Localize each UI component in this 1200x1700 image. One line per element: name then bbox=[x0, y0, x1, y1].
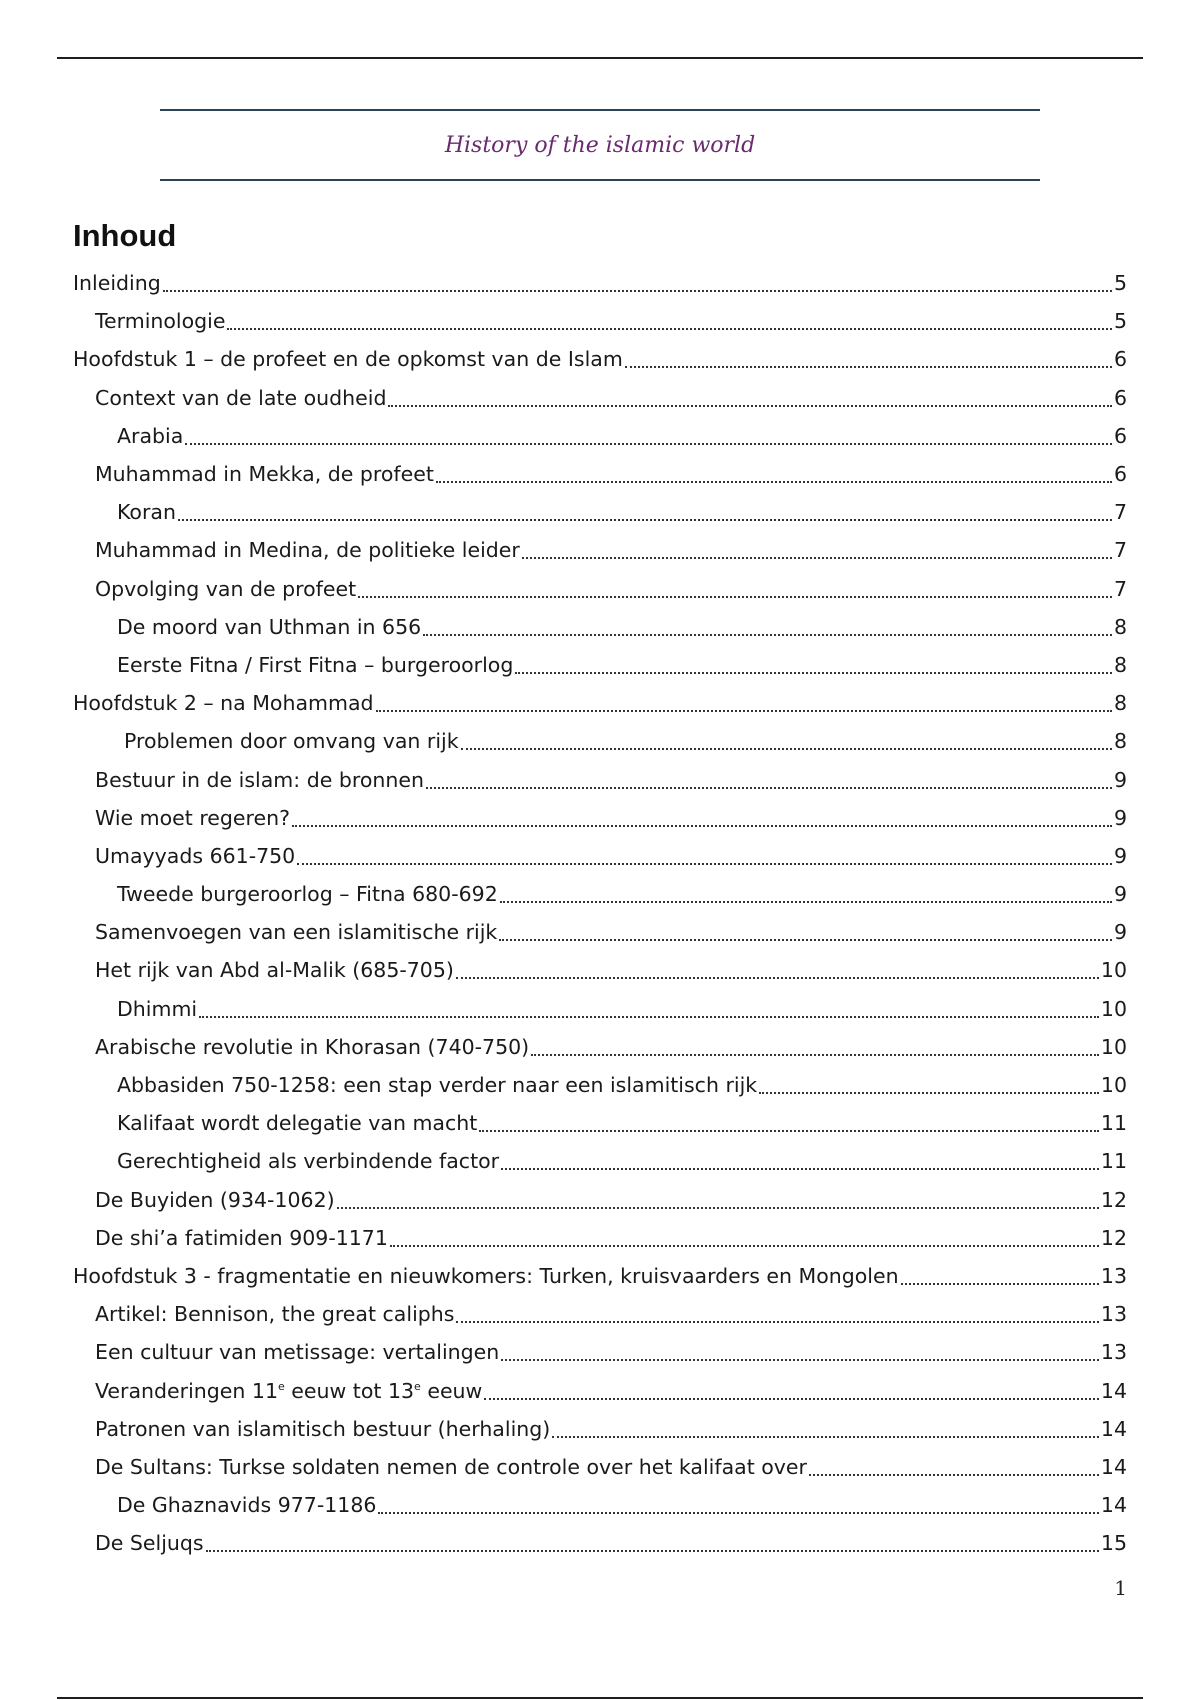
toc-entry-title: Artikel: Bennison, the great caliphs bbox=[95, 1302, 455, 1327]
toc-dot-leader bbox=[515, 672, 1112, 674]
toc-entry-title: Eerste Fitna / First Fitna – burgeroorlog bbox=[117, 652, 514, 677]
toc-entry[interactable] bbox=[73, 646, 1127, 684]
toc-dot-leader bbox=[500, 901, 1112, 903]
toc-entry-page: 14 bbox=[1100, 1416, 1127, 1441]
toc-entry[interactable] bbox=[73, 379, 1127, 417]
toc-entry-page: 12 bbox=[1100, 1187, 1127, 1212]
toc-entry-title: Problemen door omvang van rijk bbox=[124, 729, 459, 754]
toc-entry-page: 6 bbox=[1113, 423, 1127, 448]
toc-entry[interactable] bbox=[73, 1181, 1127, 1219]
top-rule bbox=[57, 57, 1143, 59]
toc-entry-title: Opvolging van de profeet bbox=[95, 576, 357, 601]
toc-dot-leader bbox=[376, 710, 1112, 712]
toc-dot-leader bbox=[337, 1207, 1099, 1209]
toc-entry-title: Arabia bbox=[117, 423, 184, 448]
toc-entry-page: 13 bbox=[1100, 1263, 1127, 1288]
toc-entry[interactable] bbox=[73, 913, 1127, 951]
toc-entry-page: 13 bbox=[1100, 1302, 1127, 1327]
toc-entry[interactable] bbox=[73, 684, 1127, 722]
toc-entry-page: 10 bbox=[1100, 996, 1127, 1021]
toc-dot-leader bbox=[199, 1016, 1099, 1018]
toc-entry[interactable] bbox=[73, 875, 1127, 913]
toc-dot-leader bbox=[178, 519, 1112, 521]
toc-heading: Inhoud bbox=[73, 218, 177, 253]
toc-entry-title: Context van de late oudheid bbox=[95, 385, 387, 410]
toc-entry[interactable] bbox=[73, 417, 1127, 455]
toc-entry-page: 11 bbox=[1100, 1149, 1127, 1174]
document-title: History of the islamic world bbox=[444, 132, 756, 158]
toc-entry[interactable] bbox=[73, 1524, 1127, 1562]
toc-entry[interactable] bbox=[73, 1448, 1127, 1486]
toc-dot-leader bbox=[499, 939, 1112, 941]
toc-entry-title: De Sultans: Turkse soldaten nemen de controle over het kalifaat over bbox=[95, 1454, 807, 1479]
toc-entry-title: Samenvoegen van een islamitische rijk bbox=[95, 920, 498, 945]
toc-dot-leader bbox=[456, 977, 1099, 979]
toc-entry-page: 7 bbox=[1113, 576, 1127, 601]
toc-entry[interactable] bbox=[73, 1333, 1127, 1371]
toc-entry-title: Gerechtigheid als verbindende factor bbox=[117, 1149, 500, 1174]
toc-entry-title: Tweede burgeroorlog – Fitna 680-692 bbox=[117, 882, 498, 907]
toc-entry-title: Patronen van islamitisch bestuur (herhaling) bbox=[95, 1416, 551, 1441]
toc-entry[interactable] bbox=[73, 837, 1127, 875]
toc-entry-title: Hoofdstuk 3 - fragmentatie en nieuwkomers: Turken, kruisvaarders en Mongolen bbox=[73, 1263, 899, 1288]
toc-entry[interactable] bbox=[73, 1410, 1127, 1448]
toc-entry[interactable] bbox=[73, 1219, 1127, 1257]
toc-entry-title: Veranderingen 11e eeuw tot 13e eeuw bbox=[95, 1378, 483, 1403]
toc-dot-leader bbox=[388, 405, 1111, 407]
toc-entry[interactable] bbox=[73, 264, 1127, 302]
document-header bbox=[160, 109, 1040, 181]
toc-entry[interactable] bbox=[73, 951, 1127, 989]
toc-entry-title: De Seljuqs bbox=[95, 1531, 204, 1556]
toc-entry-title: Arabische revolutie in Khorasan (740-750) bbox=[95, 1034, 530, 1059]
toc-entry[interactable] bbox=[73, 302, 1127, 340]
toc-entry-title: Hoofdstuk 2 – na Mohammad bbox=[73, 691, 374, 716]
toc-entry-page: 6 bbox=[1113, 462, 1127, 487]
toc-entry-page: 14 bbox=[1100, 1493, 1127, 1518]
toc-entry-page: 10 bbox=[1100, 958, 1127, 983]
toc-entry-page: 5 bbox=[1113, 309, 1127, 334]
toc-dot-leader bbox=[292, 825, 1112, 827]
toc-dot-leader bbox=[163, 290, 1112, 292]
toc-entry[interactable] bbox=[73, 493, 1127, 531]
toc-entry[interactable] bbox=[73, 608, 1127, 646]
toc-entry[interactable] bbox=[73, 340, 1127, 378]
toc-entry-title: Umayyads 661-750 bbox=[95, 843, 296, 868]
toc-dot-leader bbox=[378, 1512, 1099, 1514]
toc-dot-leader bbox=[501, 1359, 1099, 1361]
toc-dot-leader bbox=[390, 1245, 1099, 1247]
toc-entry[interactable] bbox=[73, 1295, 1127, 1333]
toc-entry-page: 6 bbox=[1113, 347, 1127, 372]
toc-dot-leader bbox=[206, 1550, 1099, 1552]
toc-entry[interactable] bbox=[73, 1371, 1127, 1409]
toc-entry-page: 8 bbox=[1113, 614, 1127, 639]
toc-entry-page: 8 bbox=[1113, 729, 1127, 754]
toc-entry[interactable] bbox=[73, 531, 1127, 569]
toc-entry[interactable] bbox=[73, 1257, 1127, 1295]
toc-entry[interactable] bbox=[73, 722, 1127, 760]
toc-entry-page: 8 bbox=[1113, 652, 1127, 677]
toc-entry-page: 12 bbox=[1100, 1225, 1127, 1250]
toc-entry[interactable] bbox=[73, 1028, 1127, 1066]
toc-dot-leader bbox=[297, 863, 1112, 865]
toc-entry-page: 13 bbox=[1100, 1340, 1127, 1365]
toc-dot-leader bbox=[531, 1054, 1099, 1056]
toc-entry-page: 8 bbox=[1113, 691, 1127, 716]
toc-dot-leader bbox=[901, 1283, 1099, 1285]
toc-entry-page: 9 bbox=[1113, 805, 1127, 830]
toc-entry-title: De moord van Uthman in 656 bbox=[117, 614, 422, 639]
toc-dot-leader bbox=[484, 1398, 1099, 1400]
toc-entry[interactable] bbox=[73, 455, 1127, 493]
page-number: 1 bbox=[1114, 1576, 1127, 1600]
toc-entry-page: 9 bbox=[1113, 882, 1127, 907]
toc-entry-title: De Buyiden (934-1062) bbox=[95, 1187, 335, 1212]
toc-entry-page: 10 bbox=[1100, 1034, 1127, 1059]
toc-entry-page: 5 bbox=[1113, 271, 1127, 296]
toc-entry-title: Terminologie bbox=[95, 309, 226, 334]
toc-entry-title: Inleiding bbox=[73, 271, 161, 296]
toc-dot-leader bbox=[227, 328, 1111, 330]
bottom-rule bbox=[57, 1697, 1143, 1699]
toc-entry[interactable] bbox=[73, 1142, 1127, 1180]
toc-entry[interactable] bbox=[73, 990, 1127, 1028]
toc-entry-title: Muhammad in Medina, de politieke leider bbox=[95, 538, 520, 563]
toc-dot-leader bbox=[423, 634, 1112, 636]
toc-entry-title: Koran bbox=[117, 500, 176, 525]
toc-dot-leader bbox=[456, 1321, 1098, 1323]
toc-dot-leader bbox=[436, 481, 1112, 483]
toc-entry-title: Abbasiden 750-1258: een stap verder naar een islamitisch rijk bbox=[117, 1073, 758, 1098]
toc-entry[interactable] bbox=[73, 1104, 1127, 1142]
toc-entry[interactable] bbox=[73, 1066, 1127, 1104]
table-of-contents bbox=[73, 264, 1127, 1562]
toc-dot-leader bbox=[809, 1474, 1099, 1476]
toc-dot-leader bbox=[522, 557, 1112, 559]
toc-entry-page: 9 bbox=[1113, 767, 1127, 792]
toc-entry-page: 15 bbox=[1100, 1531, 1127, 1556]
toc-entry-title: Het rijk van Abd al-Malik (685-705) bbox=[95, 958, 454, 983]
toc-entry[interactable] bbox=[73, 760, 1127, 798]
toc-entry-title: Hoofdstuk 1 – de profeet en de opkomst van de Islam bbox=[73, 347, 623, 372]
toc-entry-title: Wie moet regeren? bbox=[95, 805, 291, 830]
toc-entry-page: 11 bbox=[1100, 1111, 1127, 1136]
toc-dot-leader bbox=[426, 787, 1112, 789]
toc-dot-leader bbox=[552, 1436, 1099, 1438]
toc-entry-title: Een cultuur van metissage: vertalingen bbox=[95, 1340, 500, 1365]
toc-entry-title: Bestuur in de islam: de bronnen bbox=[95, 767, 424, 792]
toc-entry[interactable] bbox=[73, 799, 1127, 837]
toc-entry-page: 10 bbox=[1100, 1073, 1127, 1098]
toc-entry-page: 14 bbox=[1100, 1454, 1127, 1479]
toc-entry-page: 6 bbox=[1113, 385, 1127, 410]
toc-entry-title: Kalifaat wordt delegatie van macht bbox=[117, 1111, 478, 1136]
toc-dot-leader bbox=[501, 1168, 1099, 1170]
toc-entry-page: 14 bbox=[1100, 1378, 1127, 1403]
toc-entry-page: 7 bbox=[1113, 500, 1127, 525]
toc-entry-title: De Ghaznavids 977-1186 bbox=[117, 1493, 377, 1518]
toc-entry-page: 9 bbox=[1113, 920, 1127, 945]
toc-entry[interactable] bbox=[73, 570, 1127, 608]
toc-entry-title: Dhimmi bbox=[117, 996, 198, 1021]
toc-dot-leader bbox=[358, 596, 1112, 598]
toc-entry-title: De shi’a fatimiden 909-1171 bbox=[95, 1225, 388, 1250]
toc-dot-leader bbox=[479, 1130, 1099, 1132]
toc-entry-page: 9 bbox=[1113, 843, 1127, 868]
toc-dot-leader bbox=[759, 1092, 1099, 1094]
toc-dot-leader bbox=[461, 748, 1112, 750]
toc-entry-page: 7 bbox=[1113, 538, 1127, 563]
toc-entry-title: Muhammad in Mekka, de profeet bbox=[95, 462, 434, 487]
toc-dot-leader bbox=[185, 443, 1112, 445]
toc-dot-leader bbox=[625, 366, 1112, 368]
toc-entry[interactable] bbox=[73, 1486, 1127, 1524]
